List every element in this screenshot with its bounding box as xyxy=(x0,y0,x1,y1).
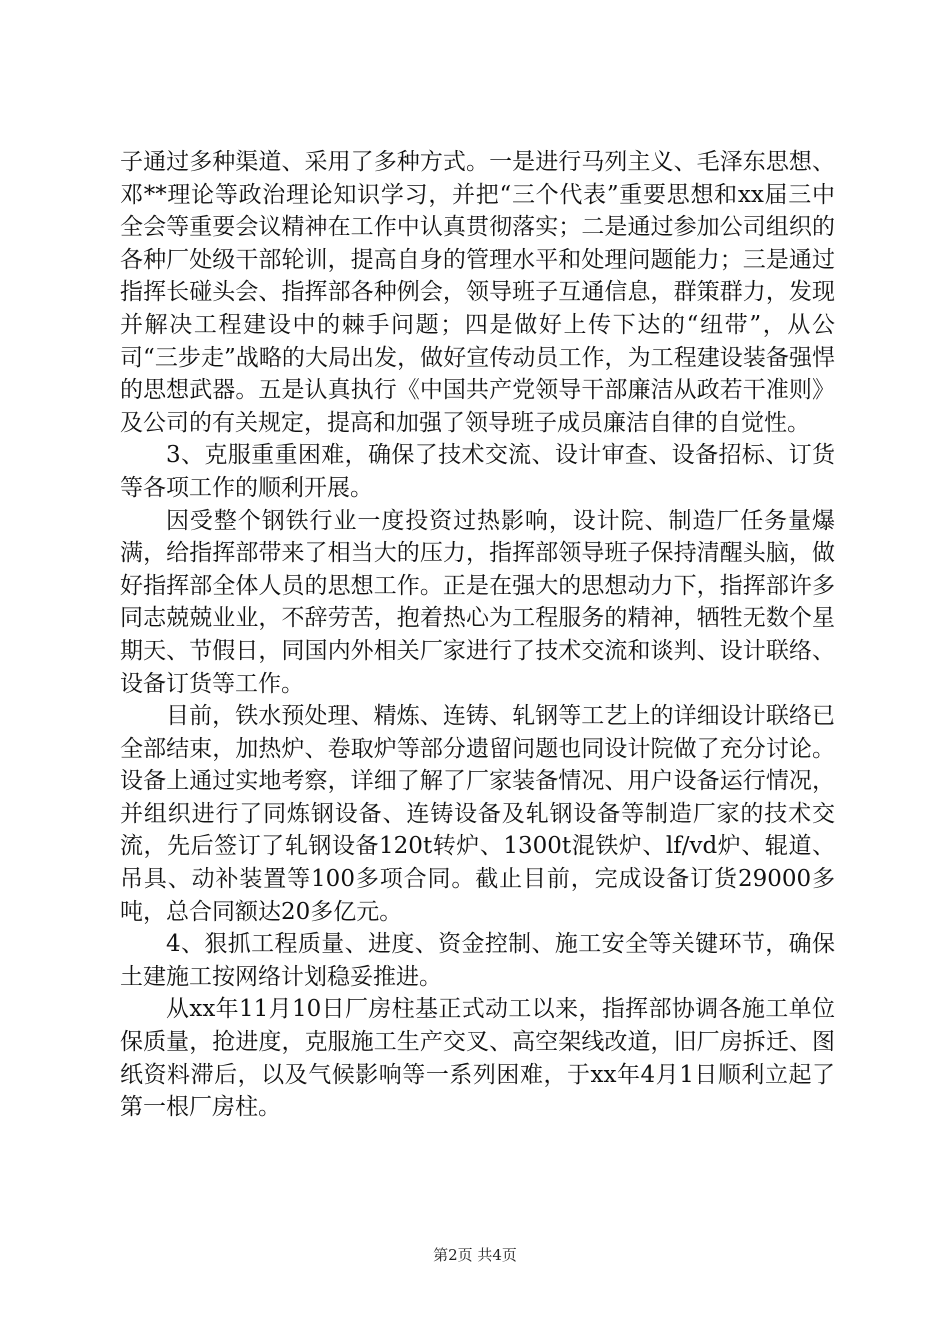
paragraph-2-heading-3: 3、克服重重困难，确保了技术交流、设计审查、设备招标、订货等各项工作的顺利开展。 xyxy=(120,442,835,501)
paragraph-1: 子通过多种渠道、采用了多种方式。一是进行马列主义、毛泽东思想、邓**理论等政治理论知识学习，并把“三个代表”重要思想和xx届三中全会等重要会议精神在工作中认真贯彻落实；二是通过参加公司组织的各种厂处级干部轮训，提高自身的管理水平和处理问题能力；三是通过指挥长碰头会、指挥部各种例会，领导班子互通信息，群策群力，发现并解决工程建设中的棘手问题；四是做好上传下达的“纽带”，从公司“三步走”战略的大局出发，做好宣传动员工作，为工程建设装备强悍的思想武器。五是认真执行《中国共产党领导干部廉洁从政若干准则》及公司的有关规定，提高和加强了领导班子成员廉洁自律的自觉性。 xyxy=(120,149,835,436)
paragraph-5-heading-4: 4、狠抓工程质量、进度、资金控制、施工安全等关键环节，确保土建施工按网络计划稳妥推进。 xyxy=(120,931,835,990)
paragraph-6: 从xx年11月10日厂房柱基正式动工以来，指挥部协调各施工单位保质量，抢进度，克服施工生产交叉、高空架线改道，旧厂房拆迁、图纸资料滞后，以及气候影响等一系列困难，于xx年4月1日顺利立起了第一根厂房柱。 xyxy=(120,996,835,1121)
paragraph-3: 因受整个钢铁行业一度投资过热影响，设计院、制造厂任务量爆满，给指挥部带来了相当大的压力，指挥部领导班子保持清醒头脑，做好指挥部全体人员的思想工作。正是在强大的思想动力下，指挥部许多同志兢兢业业，不辞劳苦，抱着热心为工程服务的精神，牺牲无数个星期天、节假日，同国内外相关厂家进行了技术交流和谈判、设计联络、设备订货等工作。 xyxy=(120,507,835,697)
document-body xyxy=(120,146,835,1124)
paragraph-4: 目前，铁水预处理、精炼、连铸、轧钢等工艺上的详细设计联络已全部结束，加热炉、卷取炉等部分遗留问题也同设计院做了充分讨论。设备上通过实地考察，详细了解了厂家装备情况、用户设备运行情况，并组织进行了同炼钢设备、连铸设备及轧钢设备等制造厂家的技术交流，先后签订了轧钢设备120t转炉、1300t混铁炉、lf/vd炉、辊道、吊具、动补装置等100多项合同。截止目前，完成设备订货29000多吨，总合同额达20多亿元。 xyxy=(120,703,835,925)
page-footer: 第2页 共4页 xyxy=(433,1246,517,1264)
